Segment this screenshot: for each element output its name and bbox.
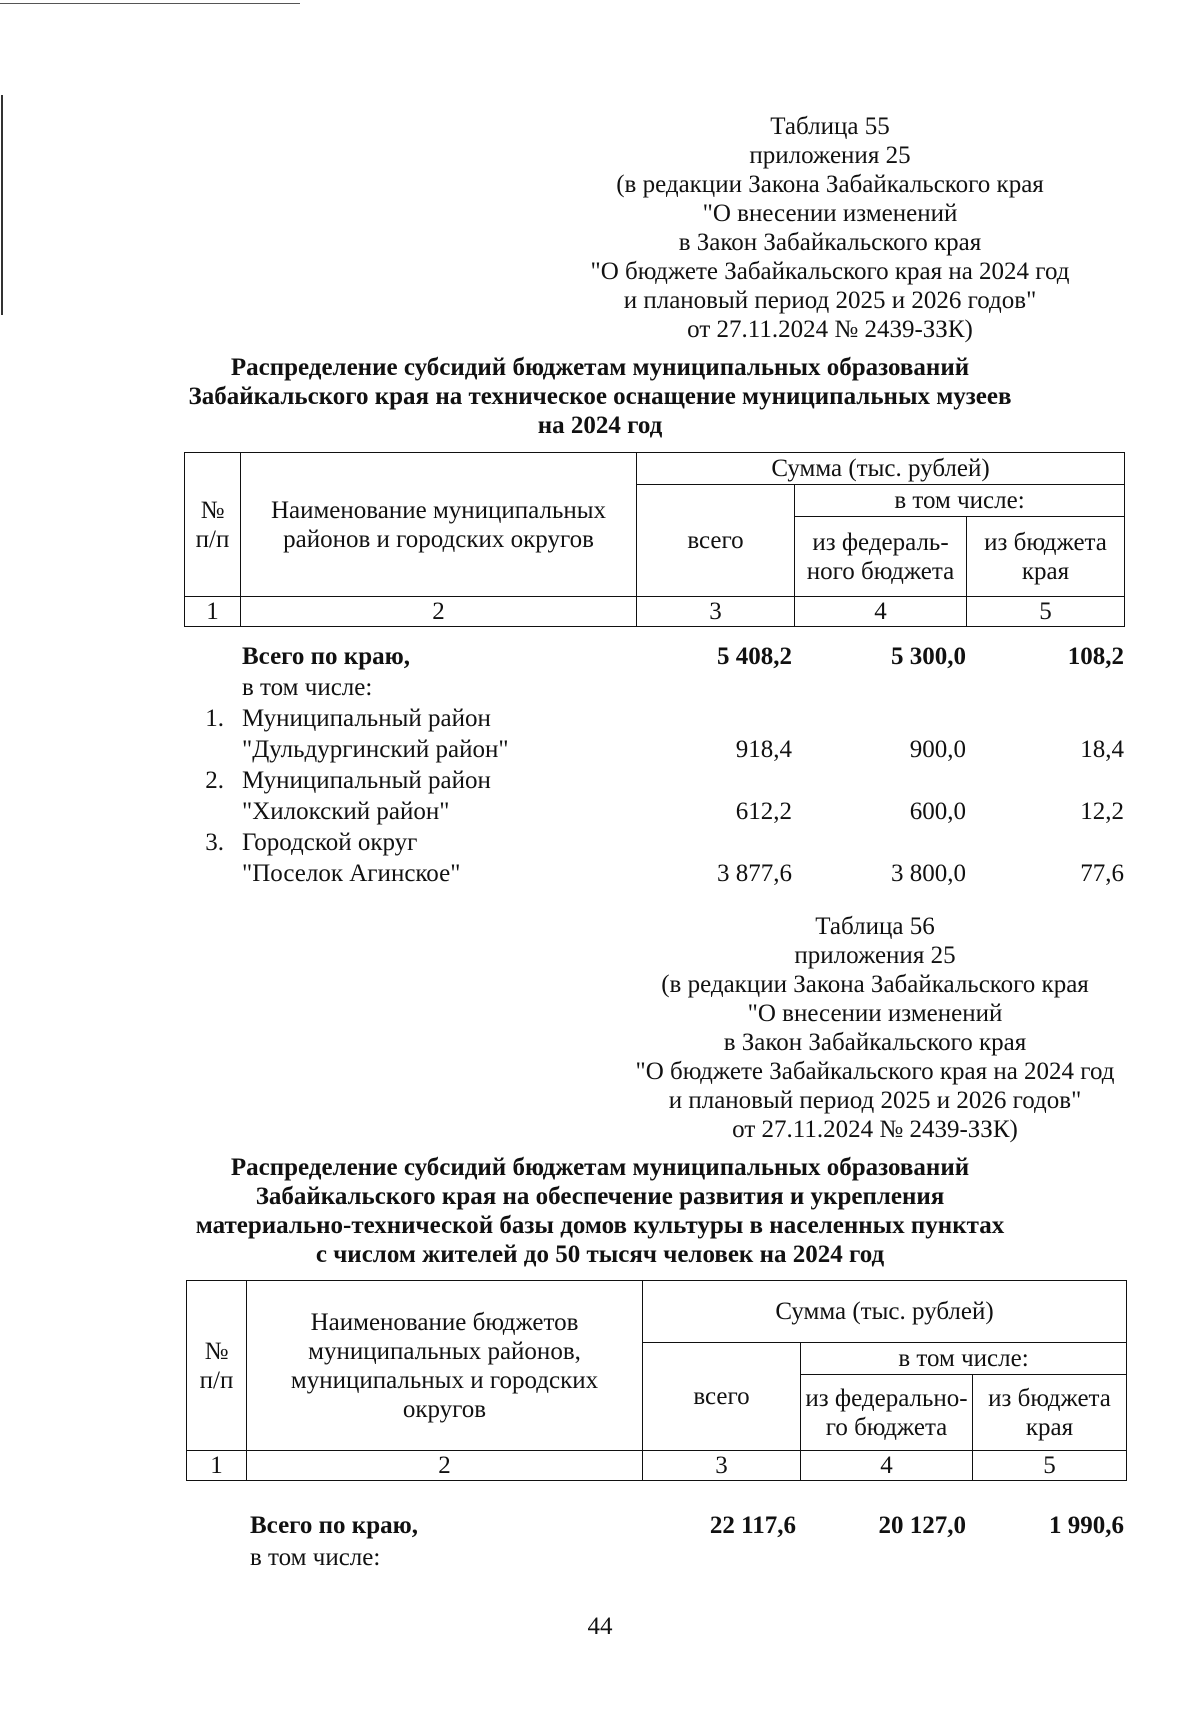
header-line: "О бюджете Забайкальского края на 2024 год [590,258,1070,285]
title-line: Забайкальского края на техническое оснащение муниципальных музеев [188,383,1012,410]
header-line: Таблица 55 [770,113,890,140]
title-line: на 2024 год [537,412,663,439]
top-rule [0,3,300,4]
col-number: 2 [241,597,637,627]
col-number: 5 [973,1451,1127,1481]
page-number: 44 [587,1613,613,1640]
col-reg-header: из бюджета края [973,1375,1127,1451]
col-number: 4 [795,597,967,627]
col-total-header: всего [643,1343,801,1451]
table56-title [100,1153,1100,1269]
total-value-reg: 108,2 [1067,643,1124,670]
header-line: "О внесении изменений [702,200,958,227]
header-line: "О внесении изменений [747,1000,1003,1027]
header-line: Таблица 56 [815,913,935,940]
total-label: Всего по краю, [242,643,410,670]
col-total-header: всего [637,485,795,597]
col-fed-header: из федерально- го бюджета [801,1375,973,1451]
total-value-all: 22 117,6 [709,1512,796,1539]
col-sum-header: Сумма (тыс. рублей) [637,453,1125,485]
left-margin-mark [1,95,3,315]
col-name-header: Наименование бюджетов муниципальных районов, муниципальных и городских округов [247,1281,643,1451]
header-line: в Закон Забайкальского края [723,1029,1027,1056]
title-line: Распределение субсидий бюджетам муниципальных образований [230,1154,970,1181]
col-name-header: Наименование муниципальных районов и городских округов [241,453,637,597]
table55-header-grid [184,452,1125,627]
col-reg-header: из бюджета края [967,517,1125,597]
col-number: 1 [187,1451,247,1481]
header-line: в Закон Забайкальского края [678,229,982,256]
col-number: 2 [247,1451,643,1481]
header-line: "О бюджете Забайкальского края на 2024 год [635,1058,1115,1085]
col-no-header: № п/п [185,453,241,597]
col-sum-header: Сумма (тыс. рублей) [643,1281,1127,1343]
header-line: и плановый период 2025 и 2026 годов" [623,287,1037,314]
including-label: в том числе: [250,1544,381,1571]
table55-title [100,353,1100,440]
title-line: Забайкальского края на обеспечение развития и укрепления [255,1183,945,1210]
title-line: с числом жителей до 50 тысяч человек на 2024 год [315,1241,885,1268]
col-number: 3 [643,1451,801,1481]
header-line: от 27.11.2024 № 2439-ЗЗК) [687,316,973,343]
col-including-header: в том числе: [795,485,1125,517]
total-value-fed: 5 300,0 [891,643,966,670]
total-label: Всего по краю, [250,1512,418,1539]
header-line: от 27.11.2024 № 2439-ЗЗК) [732,1116,1018,1143]
header-line: (в редакции Закона Забайкальского края [661,971,1089,998]
table55-header [580,112,1080,344]
table56-header [625,912,1125,1144]
col-number: 5 [967,597,1125,627]
title-line: материально-технической базы домов культуры в населенных пунктах [195,1212,1005,1239]
header-line: (в редакции Закона Забайкальского края [616,171,1044,198]
col-including-header: в том числе: [801,1343,1127,1375]
col-number: 1 [185,597,241,627]
including-label: в том числе: [242,674,373,701]
header-line: и плановый период 2025 и 2026 годов" [668,1087,1082,1114]
total-value-reg: 1 990,6 [1049,1512,1124,1539]
col-number: 3 [637,597,795,627]
total-value-fed: 20 127,0 [878,1512,966,1539]
col-fed-header: из федераль- ного бюджета [795,517,967,597]
header-line: приложения 25 [749,142,911,169]
col-no-header: № п/п [187,1281,247,1451]
table56-header-grid [186,1280,1127,1481]
col-number: 4 [801,1451,973,1481]
header-line: приложения 25 [794,942,956,969]
title-line: Распределение субсидий бюджетам муниципальных образований [230,354,970,381]
total-value-all: 5 408,2 [717,643,792,670]
